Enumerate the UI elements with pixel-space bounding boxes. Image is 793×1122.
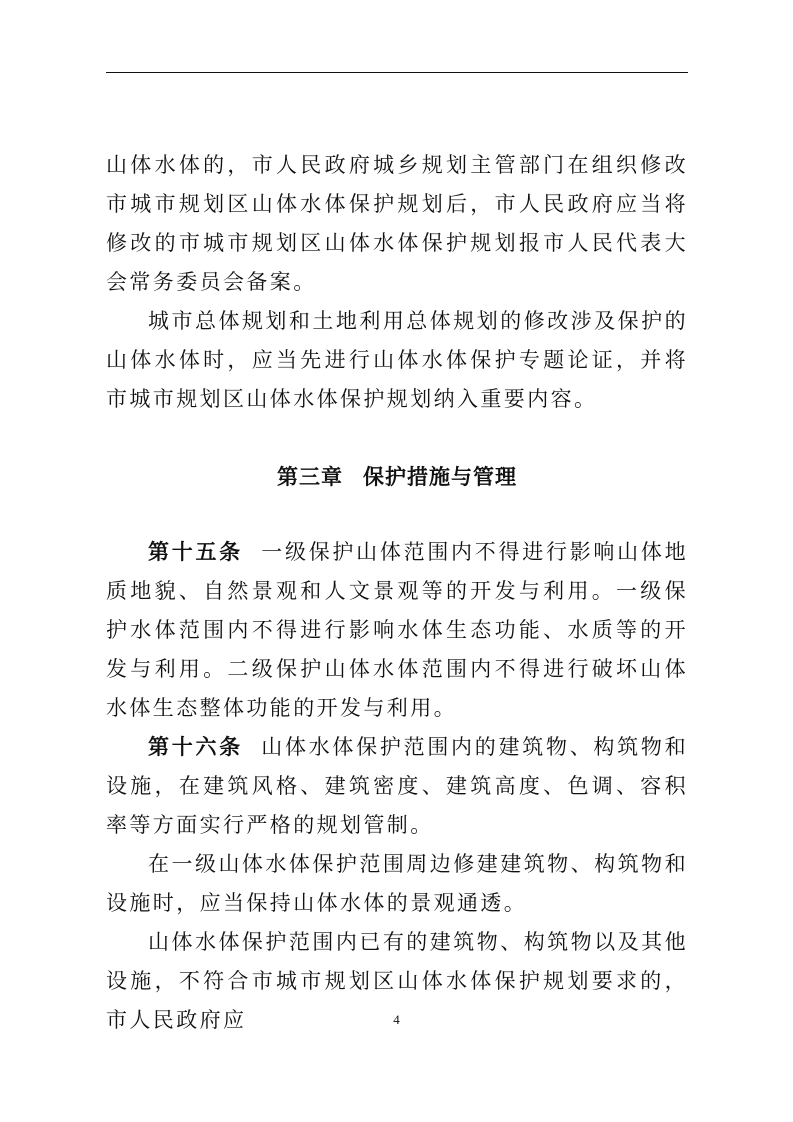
article-16-text: 山体水体保护范围内的建筑物、构筑物和设施，在建筑风格、建筑密度、建筑高度、色调、容积率等方面实行严格的规划管制。: [106, 735, 689, 837]
article-16-number: 第十六条: [148, 735, 243, 759]
article-16: [106, 728, 688, 845]
header-rule: [106, 72, 688, 73]
article-15: [106, 533, 688, 728]
chapter-title: 保护措施与管理: [363, 465, 517, 489]
continuation-paragraph: 山体水体的，市人民政府城乡规划主管部门在组织修改市城市规划区山体水体保护规划后，市人民政府应当将修改的市城市规划区山体水体保护规划报市人民代表大会常务委员会备案。: [106, 153, 688, 294]
paragraph-planning-revision: 城市总体规划和土地利用总体规划的修改涉及保护的山体水体时，应当先进行山体水体保护专题论证，并将市城市规划区山体水体保护规划纳入重要内容。: [106, 309, 688, 411]
article-16-paragraph-3: 山体水体保护范围内已有的建筑物、构筑物以及其他设施，不符合市城市规划区山体水体保护规划要求的，市人民政府应: [106, 930, 688, 1032]
chapter-number: 第三章: [277, 465, 343, 489]
page-number: 4: [393, 1012, 400, 1027]
chapter-heading: [106, 458, 688, 497]
article-15-number: 第十五条: [148, 540, 243, 564]
article-15-text: 一级保护山体范围内不得进行影响山体地质地貌、自然景观和人文景观等的开发与利用。一级保护水体范围内不得进行影响水体生态功能、水质等的开发与利用。二级保护山体水体范围内不得进行破坏山体水体生态整体功能的开发与利用。: [106, 540, 689, 720]
document-body: [106, 146, 688, 1040]
article-16-paragraph-2: 在一级山体水体保护范围周边修建建筑物、构筑物和设施时，应当保持山体水体的景观通透。: [106, 852, 688, 915]
